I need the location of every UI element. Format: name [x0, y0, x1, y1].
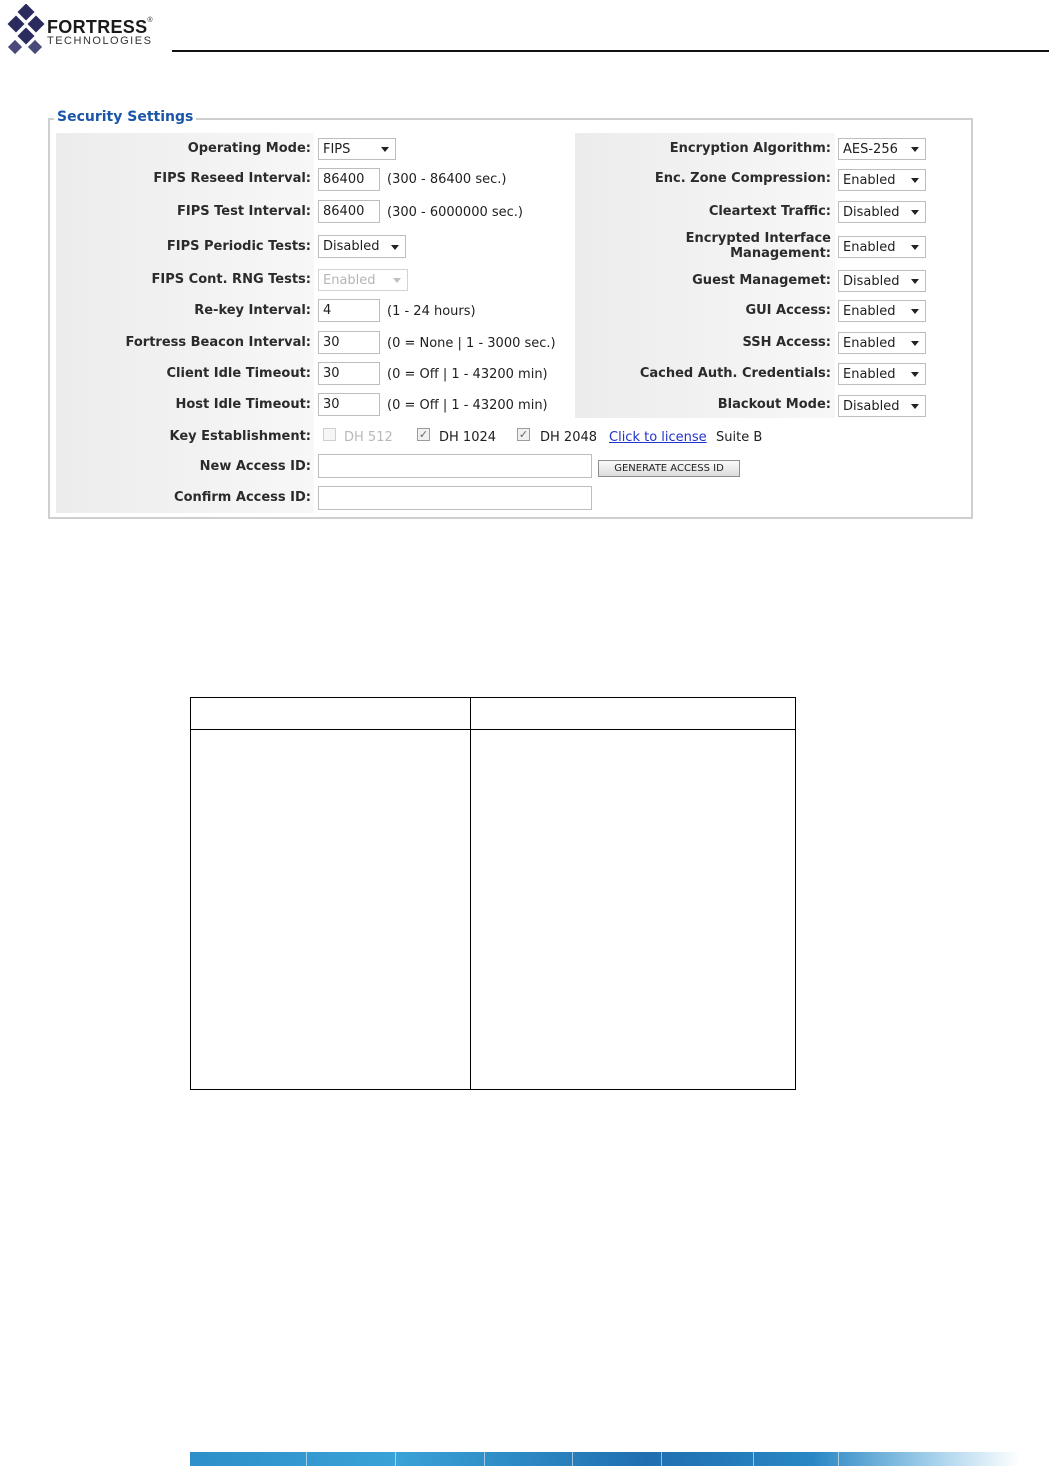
table-header-divider	[191, 729, 795, 730]
fips-reseed-hint: (300 - 86400 sec.)	[387, 172, 507, 187]
chevron-down-icon	[381, 147, 389, 152]
fips-periodic-tests-select[interactable]: Disabled	[318, 235, 406, 258]
fips-rng-tests-label: FIPS Cont. RNG Tests:	[151, 272, 311, 287]
enc-zone-compression-label: Enc. Zone Compression:	[654, 171, 831, 186]
rekey-interval-hint: (1 - 24 hours)	[387, 304, 476, 319]
host-idle-timeout-input[interactable]: 30	[318, 393, 380, 416]
footer-segment	[753, 1452, 754, 1466]
dh1024-label: DH 1024	[439, 430, 497, 445]
dh512-checkbox	[323, 428, 336, 441]
key-establishment-label: Key Establishment:	[169, 429, 311, 444]
fips-test-input[interactable]: 86400	[318, 200, 380, 223]
beacon-interval-input[interactable]: 30	[318, 331, 380, 354]
brand-registered-mark: ®	[147, 17, 153, 24]
fips-periodic-tests-label: FIPS Periodic Tests:	[166, 239, 311, 254]
chevron-down-icon	[911, 404, 919, 409]
footer-segment	[661, 1452, 662, 1466]
fips-reseed-label: FIPS Reseed Interval:	[153, 171, 311, 186]
cached-auth-credentials-select[interactable]: Enabled	[838, 363, 926, 385]
footer-segment	[838, 1452, 839, 1466]
blackout-mode-select[interactable]: Disabled	[838, 395, 926, 417]
encrypted-interface-management-select[interactable]: Enabled	[838, 236, 926, 258]
confirm-access-id-label: Confirm Access ID:	[174, 490, 311, 505]
new-access-id-input[interactable]	[318, 454, 592, 478]
chevron-down-icon	[391, 245, 399, 250]
cleartext-traffic-label: Cleartext Traffic:	[708, 204, 831, 219]
panel-legend: Security Settings	[54, 109, 196, 125]
generate-access-id-button[interactable]: GENERATE ACCESS ID	[598, 460, 740, 477]
chevron-down-icon	[911, 341, 919, 346]
suite-b-label: Suite B	[716, 430, 763, 445]
fortress-logo-icon	[6, 4, 50, 60]
table-column-divider	[470, 698, 471, 1089]
chevron-down-icon	[911, 372, 919, 377]
footer-segment	[395, 1452, 396, 1466]
chevron-down-icon	[911, 279, 919, 284]
dh512-label: DH 512	[344, 430, 393, 445]
empty-table	[190, 697, 796, 1090]
chevron-down-icon	[911, 147, 919, 152]
guest-management-select[interactable]: Disabled	[838, 270, 926, 292]
footer-segment	[572, 1452, 573, 1466]
header-divider	[172, 50, 1049, 52]
footer-decorative-bar	[190, 1452, 1020, 1466]
dh1024-checkbox[interactable]: ✓	[418, 428, 429, 441]
beacon-interval-label: Fortress Beacon Interval:	[125, 335, 311, 350]
fips-rng-tests-select: Enabled	[318, 269, 408, 291]
fips-test-hint: (300 - 6000000 sec.)	[387, 205, 523, 220]
dh2048-label: DH 2048	[540, 430, 598, 445]
new-access-id-label: New Access ID:	[199, 459, 311, 474]
confirm-access-id-input[interactable]	[318, 486, 592, 510]
operating-mode-label: Operating Mode:	[187, 141, 311, 156]
guest-management-label: Guest Managemet:	[692, 273, 831, 288]
chevron-down-icon	[393, 278, 401, 283]
chevron-down-icon	[911, 309, 919, 314]
rekey-interval-label: Re-key Interval:	[194, 303, 311, 318]
gui-access-label: GUI Access:	[745, 303, 831, 318]
fips-reseed-input[interactable]: 86400	[318, 168, 380, 191]
brand-tagline: TECHNOLOGIES	[47, 35, 153, 47]
brand-name: FORTRESS®	[47, 17, 153, 37]
client-idle-timeout-label: Client Idle Timeout:	[166, 366, 311, 381]
client-idle-timeout-input[interactable]: 30	[318, 362, 380, 385]
host-idle-timeout-hint: (0 = Off | 1 - 43200 min)	[387, 398, 548, 413]
gui-access-select[interactable]: Enabled	[838, 300, 926, 322]
client-idle-timeout-hint: (0 = Off | 1 - 43200 min)	[387, 367, 548, 382]
encryption-algorithm-label: Encryption Algorithm:	[669, 141, 831, 156]
ssh-access-label: SSH Access:	[742, 335, 831, 350]
operating-mode-select[interactable]: FIPS	[318, 138, 396, 160]
chevron-down-icon	[911, 210, 919, 215]
encryption-algorithm-select[interactable]: AES-256	[838, 138, 926, 160]
blackout-mode-label: Blackout Mode:	[717, 397, 831, 412]
label-column-left	[56, 133, 314, 513]
beacon-interval-hint: (0 = None | 1 - 3000 sec.)	[387, 336, 556, 351]
enc-zone-compression-select[interactable]: Enabled	[838, 169, 926, 191]
chevron-down-icon	[911, 245, 919, 250]
chevron-down-icon	[911, 178, 919, 183]
host-idle-timeout-label: Host Idle Timeout:	[175, 397, 311, 412]
cached-auth-credentials-label: Cached Auth. Credentials:	[639, 366, 831, 381]
ssh-access-select[interactable]: Enabled	[838, 332, 926, 354]
rekey-interval-input[interactable]: 4	[318, 299, 380, 322]
dh2048-checkbox[interactable]: ✓	[518, 428, 529, 441]
cleartext-traffic-select[interactable]: Disabled	[838, 201, 926, 223]
fips-test-label: FIPS Test Interval:	[176, 204, 311, 219]
encrypted-interface-management-label: Encrypted Interface Management:	[685, 231, 831, 261]
footer-segment	[484, 1452, 485, 1466]
footer-segment	[306, 1452, 307, 1466]
license-link[interactable]: Click to license	[609, 430, 707, 445]
